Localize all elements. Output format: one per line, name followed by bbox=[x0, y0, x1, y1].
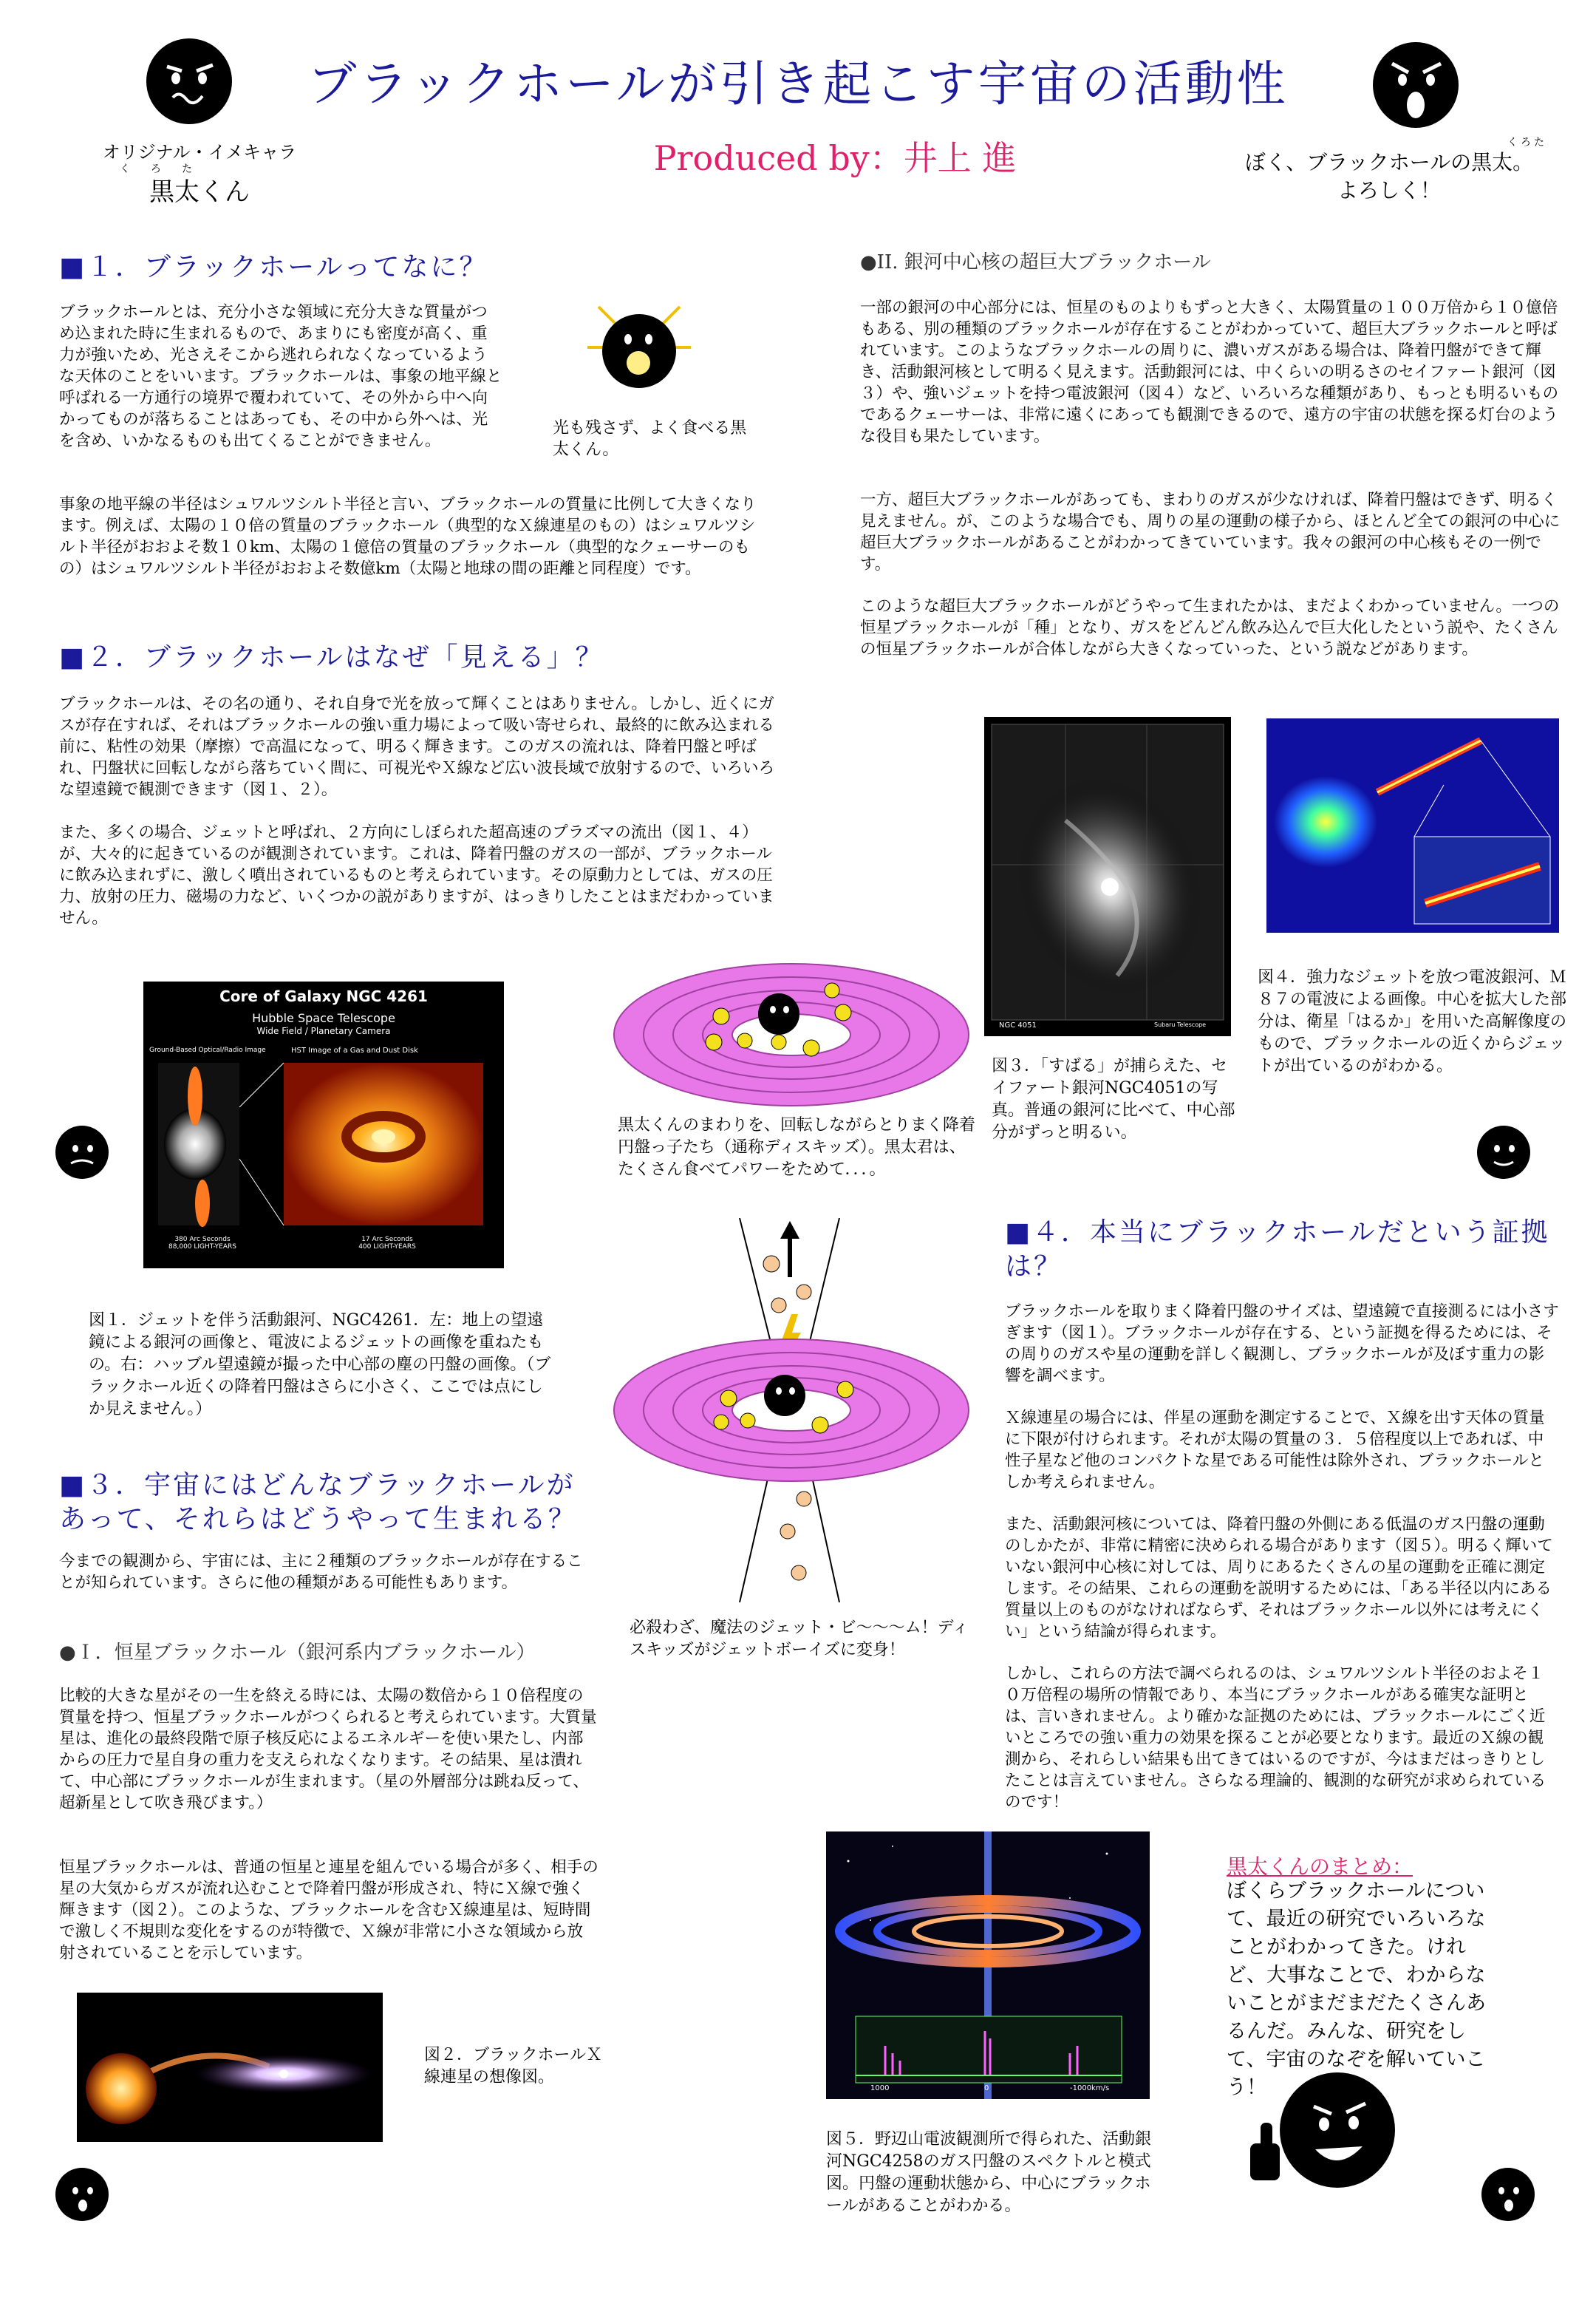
figure5-axis-left: 1000 bbox=[870, 2084, 890, 2092]
bottom-mascot-right bbox=[1481, 2167, 1535, 2222]
figure3-label-right: Subaru Telescope bbox=[1154, 1021, 1207, 1028]
mascot-thumbsup bbox=[1241, 2069, 1404, 2203]
figure5-image bbox=[826, 1831, 1150, 2099]
mascot-greeting: ぼく、ブラックホールの黒太。 bbox=[1244, 150, 1534, 174]
figure1-subtitle1: Hubble Space Telescope bbox=[252, 1011, 395, 1025]
section2-heading: ■２．ブラックホールはなぜ「見える」？ bbox=[59, 642, 604, 673]
section3-paragraph1: 今までの観測から、宇宙には、主に２種類のブラックホールが存在することが知られています。さらに他の種類がある可能性もあります。 bbox=[59, 1552, 583, 1592]
accretion-disk-illustration bbox=[610, 961, 972, 1109]
figure3-image bbox=[984, 717, 1231, 1036]
mascot-label: オリジナル・イメキャラ bbox=[102, 142, 297, 163]
figure2-image bbox=[77, 1993, 383, 2142]
summary-body: ぼくらブラックホールについて、最近の研究でいろいろなことがわかってきた。けれど、大事なことで、わからないことがまだまだたくさんあるんだ。みんな、研究をして、宇宙のなぞを解いていこう！ bbox=[1227, 1880, 1486, 2099]
kurota-small-icon bbox=[1481, 2167, 1535, 2222]
section4-paragraph2: Ｘ線連星の場合には、伴星の運動を測定することで、Ｘ線を出す天体の質量に下限が付けられます。それが太陽の質量の３．５倍程度以上であれば、中性子星など他のコンパクトな星である可能性は除外され、ブラックホールとしか考えられません。 bbox=[1005, 1409, 1545, 1492]
side-mascot-left bbox=[55, 1125, 109, 1180]
section3-sub2: ●II. 銀河中心核の超巨大ブラックホール bbox=[860, 251, 1211, 273]
section4-paragraph3: また、活動銀河核については、降着円盤の外側にある低温のガス円盤の運動のしかたが、非常に精密に決められる場合があります（図５）。明るく輝いていない銀河中心核に対しては、周りにあるたくさんの星の運動を正確に測定します。その結果、これらの運動を説明するためには、「ある半径以内にある質量以上のものがなければならず、それはブラックホール以外には考えにくい」という結論が得られます。 bbox=[1005, 1515, 1553, 1641]
jet-caption: 必殺わざ、魔法のジェット・ビ～～～ム！ディスキッズがジェットボーイズに変身！ bbox=[630, 1619, 969, 1659]
kurota-small-icon bbox=[55, 1125, 109, 1180]
mascot-eating-caption: 光も残さず、よく食べる黒太くん。 bbox=[553, 419, 747, 459]
mascot-ruby: くろた bbox=[120, 163, 213, 175]
mascot-greeting-2: よろしく！ bbox=[1337, 178, 1441, 203]
section3b-paragraph2: 一方、超巨大ブラックホールがあっても、まわりのガスが少なければ、降着円盤はできず、明るく見えません。が、このような場合でも、周りの星の運動の様子から、ほとんど全ての銀河の中心に超巨大ブラックホールがあることがわかってきていています。我々の銀河の中心核もその一例です。 bbox=[860, 491, 1561, 574]
figure1-left-scale: 380 Arc Seconds 88,000 LIGHT-YEARS bbox=[168, 1236, 236, 1251]
section2-paragraph1: ブラックホールは、その名の通り、それ自身で光を放って輝くことはありません。しかし、近くにガスが存在すれば、それはブラックホールの強い重力場によって吸い寄せられ、最終的に飲み込まれる前に、粘性の効果（摩擦）で高温になって、明るく輝きます。このガスの流れは、降着円盤と呼ばれ、円盤状に回転しながら落ちていく間に、可視光やＸ線など広い波長域で放射するので、いろいろな望遠鏡で観測できます（図１、２）。 bbox=[59, 695, 775, 799]
section3-paragraph2: 比較的大きな星がその一生を終える時には、太陽の数倍から１０倍程度の質量を持つ、恒星ブラックホールがつくられると考えられています。大質量星は、進化の最終段階で原子核反応によるエネルギーを使い果たし、内部からの圧力で星自身の重力を支えられなくなります。その結果、星は潰れて、中心部にブラックホールが生まれます。（星の外層部分は跳ね反って、超新星として吹き飛びます。） bbox=[59, 1687, 597, 1812]
section2-paragraph2: また、多くの場合、ジェットと呼ばれ、２方向にしぼられた超高速のプラズマの流出（図１、４）が、大々的に起きているのが観測されています。これは、降着円盤のガスの一部が、ブラックホールに飲み込まれずに、激しく噴出されているものと考えられています。その原動力としては、ガスの圧力、放射の圧力、磁場の力など、いくつかの説がありますが、はっきりしたことはまだわかっていません。 bbox=[59, 823, 774, 928]
section4-heading-line1: ■４．本当にブラックホールだという証拠 bbox=[1005, 1217, 1550, 1248]
figure1-subtitle2: Wide Field / Planetary Camera bbox=[256, 1026, 391, 1036]
disk-caption: 黒太くんのまわりを、回転しながらとりまく降着円盤っ子たち（通称ディスキッズ）。黒太君は、たくさん食べてパワーをためて．．．。 bbox=[618, 1116, 976, 1179]
bottom-mascot-left bbox=[55, 2167, 109, 2222]
figure1-right-scale: 17 Arc Seconds 400 LIGHT-YEARS bbox=[358, 1236, 416, 1251]
section3b-paragraph3: このような超巨大ブラックホールがどうやって生まれたかは、まだよくわかっていません。一つの恒星ブラックホールが「種」となり、ガスをどんどん飲み込んで巨大化したという説や、たくさんの恒星ブラックホールが合体しながら大きくなっていった、という説などがあります。 bbox=[860, 597, 1560, 659]
produced-by: Produced by：井上 進 bbox=[653, 138, 1017, 178]
mascot-eating bbox=[584, 292, 695, 403]
figure1-left-label: Ground-Based Optical/Radio Image bbox=[149, 1047, 266, 1054]
figure4-image bbox=[1266, 718, 1559, 933]
section3b-paragraph1: 一部の銀河の中心部分には、恒星のものよりもずっと大きく、太陽質量の１００万倍から１０億倍もある、別の種類のブラックホールが存在することがわかっていて、超巨大ブラックホールと呼ばれています。このようなブラックホールの周りに、濃いガスがある場合は、降着円盤ができて輝き、活動銀河核として明るく見えます。活動銀河には、中くらいの明るさのセイファート銀河（図３）や、強いジェットを持つ電波銀河（図４）など、いろいろな種類があり、もっとも明るいものであるクェーサーは、非常に遠くにあっても観測できるので、遠方の宇宙の状態を探る灯台のような役目も果たしています。 bbox=[860, 299, 1559, 446]
figure5-axis-right: -1000km/s bbox=[1070, 2084, 1110, 2092]
section1-paragraph1: ブラックホールとは、充分小さな領域に充分大きな質量がつめ込まれた時に生まれるもので、あまりにも密度が高く、重力が強いため、光さえそこから逃れられなくなっているような天体のことをいいます。ブラックホールは、事象の地平線と呼ばれる一方通行の境界で覆われていて、その外から中へ向かってものが落ちることはあっても、その中から外へは、光を含め、いかなるものも出てくることができません。 bbox=[59, 303, 502, 450]
mascot-top-right bbox=[1371, 37, 1460, 133]
figure1-caption: 図１．ジェットを伴う活動銀河、NGC4261．左：地上の望遠鏡による銀河の画像と、電波によるジェットの画像を重ねたもの。右：ハッブル望遠鏡が撮った中心部の塵の円盤の画像。（ブラックホール近くの降着円盤はさらに小さく、ここでは点にしか見えません。） bbox=[89, 1311, 551, 1418]
side-mascot-right bbox=[1476, 1125, 1531, 1180]
figure5-caption: 図５．野辺山電波観測所で得られた、活動銀河NGC4258のガス円盤のスペクトルと模式図。円盤の運動状態から、中心にブラックホールがあることがわかる。 bbox=[826, 2130, 1152, 2215]
section3-paragraph3: 恒星ブラックホールは、普通の恒星と連星を組んでいる場合が多く、相手の星の大気からガスが流れ込むことで降着円盤が形成され、特にＸ線で強く輝きます（図２）。このような、ブラックホールを含むＸ線連星は、短時間で激しく不規則な変化をするのが特徴で、Ｘ線が非常に小さな領域から放射されていることを示しています。 bbox=[59, 1858, 598, 1962]
figure1-title: Core of Galaxy NGC 4261 bbox=[219, 987, 428, 1005]
figure3-label-left: NGC 4051 bbox=[999, 1021, 1037, 1030]
figure4-caption: 図４．強力なジェットを放つ電波銀河、Ｍ８７の電波による画像。中心を拡大した部分は、衛星「はるか」を用いた高解像度のもので、ブラックホールの近くからジェットが出ているのがわかる。 bbox=[1258, 968, 1567, 1075]
hello-ruby: くろた bbox=[1507, 137, 1547, 149]
kurota-face-icon bbox=[145, 37, 233, 126]
section3-heading-line1: ■３．宇宙にはどんなブラックホールが bbox=[59, 1470, 576, 1500]
figure3-caption: 図３．「すばる」が捕らえた、セイファート銀河NGC4051の写真。普通の銀河に比べて、中心部分がずっと明るい。 bbox=[992, 1057, 1235, 1142]
figure1-image bbox=[143, 982, 504, 1268]
section3-sub1: ●Ｉ．恒星ブラックホール（銀河系内ブラックホール） bbox=[59, 1642, 536, 1664]
jet-illustration bbox=[610, 1218, 972, 1602]
page-title: ブラックホールが引き起こす宇宙の活動性 bbox=[307, 55, 1289, 112]
section1-heading: ■１．ブラックホールってなに？ bbox=[59, 252, 488, 282]
section4-heading-line2: は？ bbox=[1005, 1251, 1063, 1282]
section4-paragraph4: しかし、これらの方法で調べられるのは、シュワルツシルト半径のおよそ１０万倍程の場所の情報であり、本当にブラックホールがある確実な証明とは、言いきれません。より確かな証拠のためには、ブラックホールにごく近いところでの強い重力の効果を探ることが必要となります。最近のＸ線の観測から、それらしい結果も出てきてはいるのですが、今はまだはっきりとしたことは言えていません。さらなる理論的、観測的な研究が求められているのです！ bbox=[1005, 1664, 1546, 1812]
figure5-axis-mid: 0 bbox=[984, 2084, 989, 2092]
kurota-eating-icon bbox=[584, 292, 695, 403]
kurota-small-icon bbox=[55, 2167, 109, 2222]
kurota-small-icon bbox=[1476, 1125, 1531, 1180]
figure2-caption: 図２．ブラックホールＸ線連星の想像図。 bbox=[424, 2046, 603, 2086]
section3-heading-line2: あって、それらはどうやって生まれる？ bbox=[59, 1504, 577, 1534]
summary-title: 黒太くんのまとめ： bbox=[1227, 1854, 1413, 1879]
figure1-right-label: HST Image of a Gas and Dust Disk bbox=[291, 1047, 418, 1055]
mascot-name: 黒太くん bbox=[149, 177, 250, 207]
section4-paragraph1: ブラックホールを取りまく降着円盤のサイズは、望遠鏡で直接測るには小さすぎます（図１）。ブラックホールが存在する、という証拠を得るためには、その周りのガスや星の運動を詳しく観測し、ブラックホールが及ぼす重力の影響を調べます。 bbox=[1005, 1302, 1559, 1385]
mascot-top-left bbox=[145, 37, 233, 126]
kurota-shout-icon bbox=[1371, 37, 1460, 133]
kurota-thumbsup-icon bbox=[1241, 2069, 1404, 2203]
section1-paragraph2: 事象の地平線の半径はシュワルツシルト半径と言い、ブラックホールの質量に比例して大きくなります。例えば、太陽の１０倍の質量のブラックホール（典型的なＸ線連星のもの）はシュワルツシルト半径がおおよそ数１０km、太陽の１億倍の質量のブラックホール（典型的なクェーサーのもの）はシュワルツシルト半径がおおよそ数億km（太陽と地球の間の距離と同程度）です。 bbox=[59, 495, 757, 578]
